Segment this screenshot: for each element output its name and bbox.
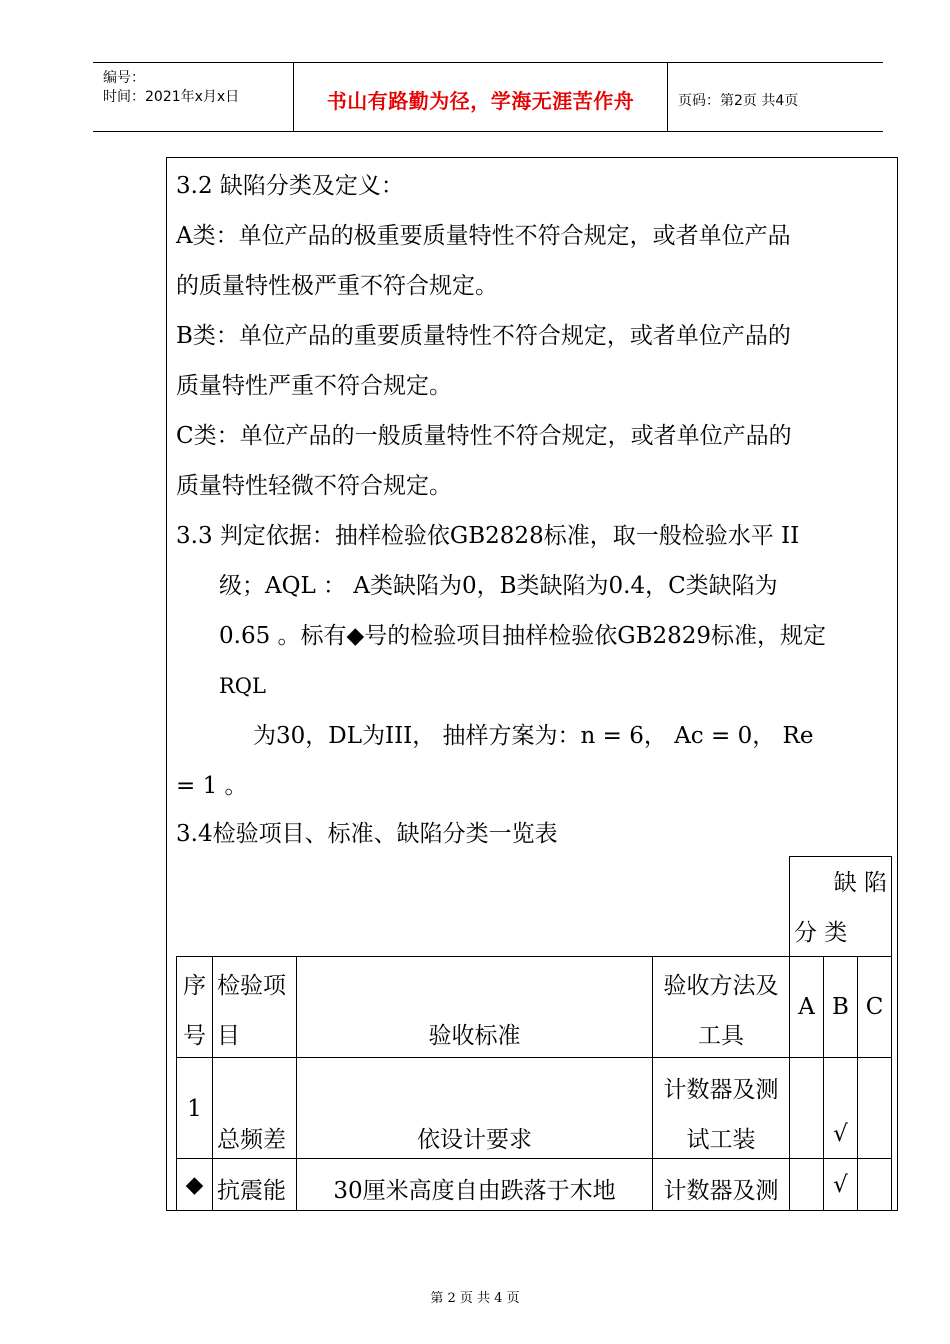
defect-class-header-cell (789, 856, 892, 957)
section-3-3-line-1: 3.3 判定依据：抽样检验依GB2828标准，取一般检验水平 II (176, 523, 800, 549)
header-seq-line-2: 号 (183, 1023, 206, 1049)
table-row-1-item (212, 1057, 297, 1159)
table-row-1-seq (176, 1057, 213, 1159)
page-footer: 第 2 页 共 4 页 (430, 1291, 520, 1306)
table-row-1-standard (296, 1057, 653, 1159)
class-b-definition-line-1: B类：单位产品的重要质量特性不符合规定，或者单位产品的 (176, 323, 791, 349)
header-standard-cell (296, 956, 653, 1058)
header-method-cell (652, 956, 790, 1058)
header-c-cell (857, 956, 892, 1058)
table-row-2-method (652, 1158, 790, 1211)
section-3-3-line-6: = 1 。 (176, 773, 248, 799)
section-3-3-line-3: 0.65 。标有◆号的检验项目抽样检验依GB2829标准，规定 (219, 623, 827, 649)
header-page-info: 页码：第2页 共4页 (678, 93, 799, 109)
table-row-1-method (652, 1057, 790, 1159)
header-a-label: A (798, 994, 815, 1020)
row-1-item-text: 总频差 (217, 1127, 286, 1153)
class-c-definition-line-2: 质量特性轻微不符合规定。 (176, 473, 452, 499)
row-2-standard-text: 30厘米高度自由跌落于木地 (333, 1178, 616, 1204)
defect-header-line-1: 缺 陷 (833, 870, 887, 896)
row-2-seq-diamond: ◆ (185, 1172, 204, 1198)
section-3-3-line-5: 为30，DL为III， 抽样方案为：n = 6， Ac = 0， Re (253, 723, 814, 749)
table-row-2-item (212, 1158, 297, 1211)
document-time-label: 时间：2021年x月x日 (103, 89, 240, 105)
table-row-2-a (789, 1158, 824, 1211)
header-b-label: B (832, 994, 849, 1020)
class-a-definition-line-1: A类：单位产品的极重要质量特性不符合规定，或者单位产品 (176, 223, 791, 249)
header-standard-label: 验收标准 (428, 1023, 521, 1049)
document-number-label: 编号： (103, 70, 145, 86)
row-2-item-text: 抗震能 (217, 1178, 286, 1204)
header-b-cell (823, 956, 858, 1058)
table-row-2-b (823, 1158, 858, 1211)
class-c-definition-line-1: C类：单位产品的一般质量特性不符合规定，或者单位产品的 (176, 423, 792, 449)
row-1-b-checkmark: √ (833, 1121, 848, 1147)
header-item-line-2: 目 (217, 1023, 240, 1049)
defect-header-line-2: 分 类 (794, 920, 848, 946)
row-2-method-line-1: 计数器及测 (663, 1178, 779, 1204)
table-row-1-c (857, 1057, 892, 1159)
section-3-3-line-2: 级；AQL ： A类缺陷为0，B类缺陷为0.4，C类缺陷为 (219, 573, 778, 599)
header-a-cell (789, 956, 824, 1058)
header-method-line-2: 工具 (698, 1023, 744, 1049)
section-3-4-title: 3.4检验项目、标准、缺陷分类一览表 (176, 821, 558, 847)
section-3-3-line-4: RQL (219, 674, 266, 698)
row-1-method-line-1: 计数器及测 (663, 1077, 779, 1103)
header-item-cell (212, 956, 297, 1058)
header-middle-cell (294, 63, 668, 131)
row-1-standard-text: 依设计要求 (417, 1127, 532, 1153)
header-seq-line-1: 序 (183, 973, 206, 999)
class-b-definition-line-2: 质量特性严重不符合规定。 (176, 373, 452, 399)
row-2-b-checkmark: √ (833, 1172, 848, 1198)
table-row-1-b (823, 1057, 858, 1159)
section-3-2-title: 3.2 缺陷分类及定义： (176, 173, 404, 199)
table-row-1-a (789, 1057, 824, 1159)
class-a-definition-line-2: 的质量特性极严重不符合规定。 (176, 273, 498, 299)
header-right-cell (668, 63, 883, 131)
table-row-2-standard (296, 1158, 653, 1211)
row-1-method-line-2: 试工装 (686, 1127, 756, 1153)
table-row-2-c (857, 1158, 892, 1211)
header-motto: 书山有路勤为径，学海无涯苦作舟 (326, 89, 635, 113)
page-header (93, 62, 883, 132)
table-row-2-seq (176, 1158, 213, 1211)
header-c-label: C (865, 994, 884, 1020)
header-left-cell (93, 63, 294, 131)
header-method-line-1: 验收方法及 (663, 973, 779, 999)
header-seq-cell (176, 956, 213, 1058)
header-item-line-1: 检验项 (217, 973, 286, 999)
row-1-seq-text: 1 (187, 1096, 202, 1122)
